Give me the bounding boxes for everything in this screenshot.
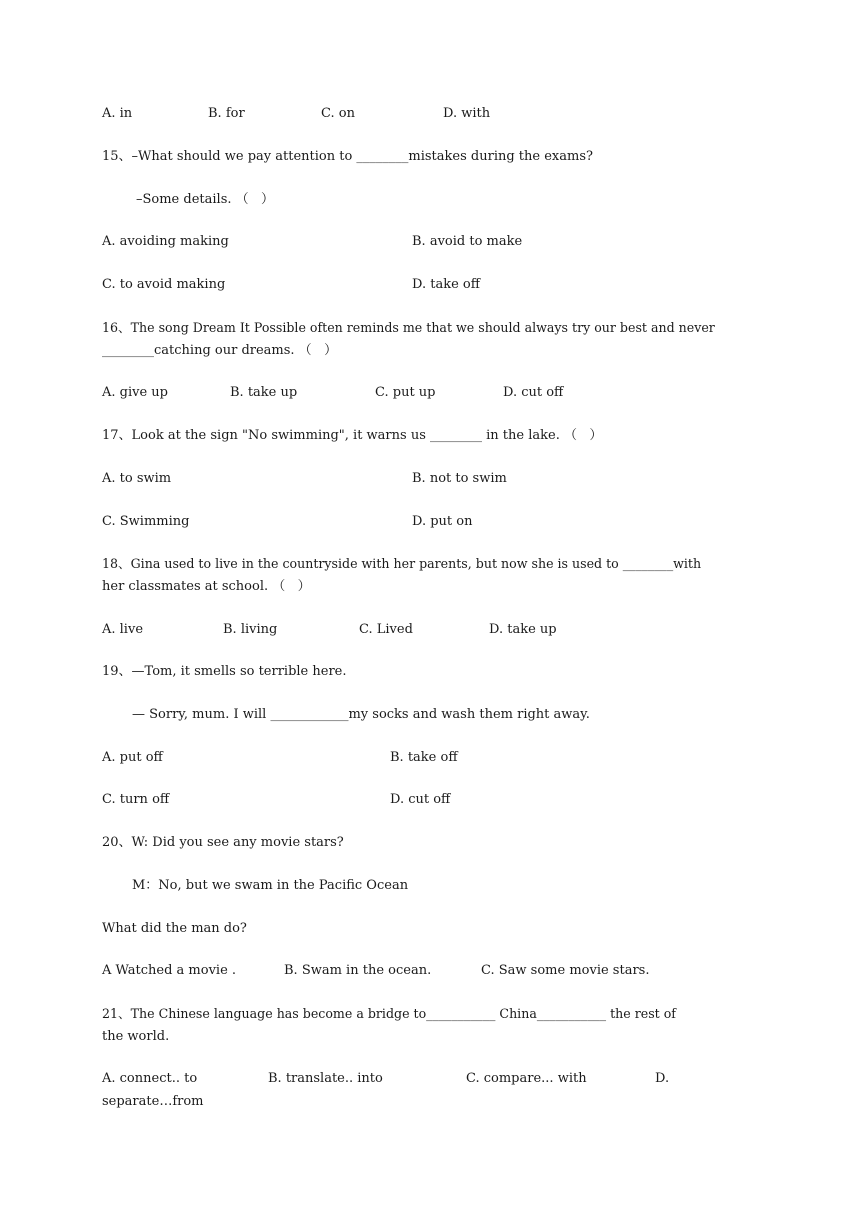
q20-reply: M：No, but we swam in the Pacific Ocean bbox=[132, 878, 409, 893]
q16-option-a: A. give up bbox=[102, 385, 168, 400]
q20-option-c: C. Saw some movie stars. bbox=[481, 963, 650, 978]
q18-option-a: A. live bbox=[102, 622, 144, 637]
q16-option-d: D. cut off bbox=[503, 385, 564, 400]
q15-option-c: C. to avoid making bbox=[102, 277, 226, 292]
q17-stem: 17、Look at the sign "No swimming", it warns us ________ in the lake. （ ） bbox=[102, 428, 603, 443]
q15-stem: 15、–What should we pay attention to ________mistakes during the exams? bbox=[102, 149, 593, 164]
q18-option-c: C. Lived bbox=[359, 622, 413, 637]
q16-option-c: C. put up bbox=[375, 385, 436, 400]
q20-stem: 20、W: Did you see any movie stars? bbox=[102, 835, 344, 850]
q17-option-b: B. not to swim bbox=[412, 471, 507, 486]
q21-option-b: B. translate.. into bbox=[268, 1071, 383, 1086]
q15-reply: –Some details. （ ） bbox=[136, 192, 275, 207]
q16-option-b: B. take up bbox=[230, 385, 298, 400]
q16-stem-line1: 16、The song Dream It Possible often reminds me that we should always try our best and never bbox=[102, 320, 715, 335]
q21-stem-line1: 21、The Chinese language has become a bridge to___________ China___________ the rest of bbox=[102, 1006, 676, 1021]
q21-option-a: A. connect.. to bbox=[102, 1071, 198, 1086]
q14-option-c: C. on bbox=[321, 106, 355, 121]
q18-stem-line1: 18、Gina used to live in the countryside with her parents, but now she is used to ________with bbox=[102, 556, 702, 571]
q14-option-b: B. for bbox=[208, 106, 245, 121]
q21-option-d: D. bbox=[655, 1071, 670, 1086]
q17-option-d: D. put on bbox=[412, 514, 473, 529]
q19-option-c: C. turn off bbox=[102, 792, 170, 807]
q19-option-b: B. take off bbox=[390, 750, 458, 765]
q19-option-d: D. cut off bbox=[390, 792, 451, 807]
q20-option-a: A Watched a movie . bbox=[102, 963, 237, 978]
q19-stem: 19、—Tom, it smells so terrible here. bbox=[102, 664, 347, 679]
q20-option-b: B. Swam in the ocean. bbox=[284, 963, 432, 978]
q14-option-a: A. in bbox=[102, 106, 133, 121]
q18-stem-line2: her classmates at school. （ ） bbox=[102, 579, 311, 594]
q20-question: What did the man do? bbox=[102, 921, 247, 936]
q15-option-a: A. avoiding making bbox=[102, 234, 229, 249]
q17-option-a: A. to swim bbox=[102, 471, 172, 486]
q14-option-d: D. with bbox=[443, 106, 491, 121]
q15-option-b: B. avoid to make bbox=[412, 234, 523, 249]
q18-option-d: D. take up bbox=[489, 622, 557, 637]
q21-stem-line2: the world. bbox=[102, 1029, 170, 1044]
q19-option-a: A. put off bbox=[102, 750, 163, 765]
q17-option-c: C. Swimming bbox=[102, 514, 190, 529]
q18-option-b: B. living bbox=[223, 622, 278, 637]
q15-option-d: D. take off bbox=[412, 277, 480, 292]
q21-option-d-continued: separate…from bbox=[102, 1094, 204, 1109]
q21-option-c: C. compare... with bbox=[466, 1071, 587, 1086]
q19-reply: — Sorry, mum. I will ____________my socks and wash them right away. bbox=[132, 707, 590, 722]
q16-stem-line2: ________catching our dreams. （ ） bbox=[102, 343, 338, 358]
